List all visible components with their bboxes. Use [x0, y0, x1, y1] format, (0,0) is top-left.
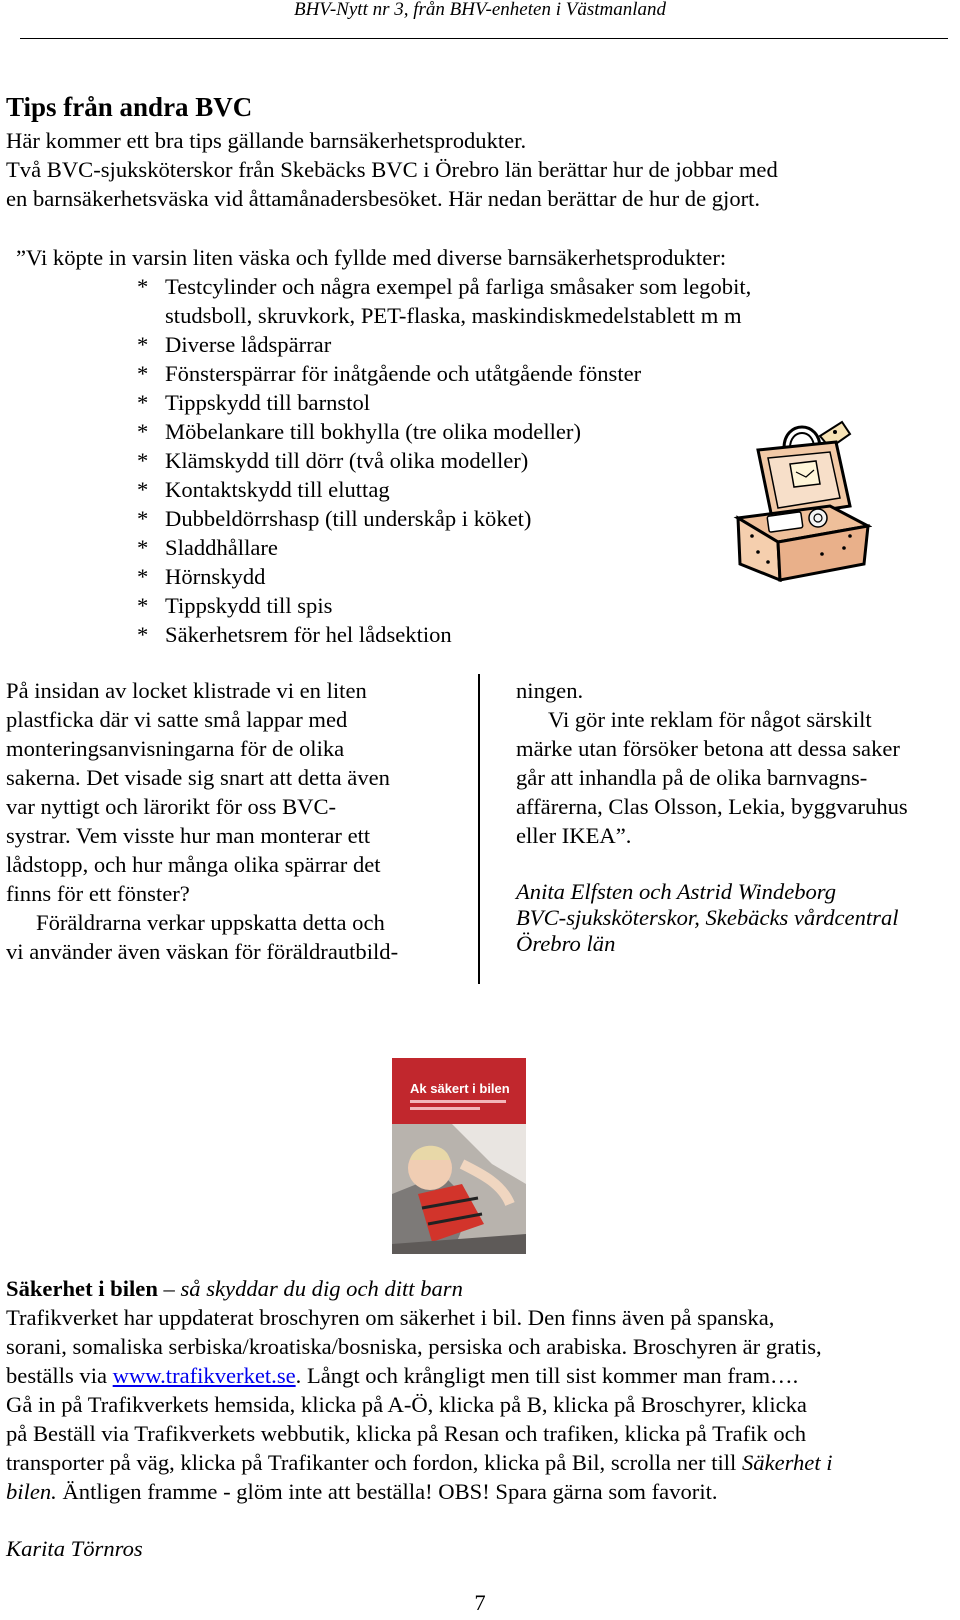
- right-column-line: går att inhandla på de olika barnvagns-: [516, 765, 868, 790]
- header-rule: [20, 38, 948, 39]
- left-column-line: Föräldrarna verkar uppskatta detta och: [36, 910, 385, 935]
- bullet-item: Tippskydd till barnstol: [165, 390, 371, 415]
- bullet-item: Testcylinder och några exempel på farliga småsaker som legobit,: [165, 274, 752, 299]
- bullet-item: Kontaktskydd till eluttag: [165, 477, 390, 502]
- section-title-tips: Tips från andra BVC: [6, 92, 253, 122]
- quote-intro-line: ”Vi köpte in varsin liten väska och fyllde med diverse barnsäkerhetsprodukter:: [16, 245, 727, 270]
- car-safety-line: på Beställ via Trafikverkets webbutik, klicka på Resan och trafiken, klicka på Trafik och: [6, 1421, 807, 1446]
- left-column-line: På insidan av locket klistrade vi en liten: [6, 678, 367, 703]
- bullet-marker: *: [137, 448, 149, 473]
- trafikverket-link[interactable]: www.trafikverket.se: [112, 1363, 296, 1388]
- car-safety-line: Gå in på Trafikverkets hemsida, klicka på A-Ö, klicka på B, klicka på Broschyrer, klicka: [6, 1392, 807, 1417]
- intro-line: Här kommer ett bra tips gällande barnsäkerhetsprodukter.: [6, 128, 527, 153]
- bullet-marker: *: [137, 274, 149, 299]
- left-column-line: finns för ett fönster?: [6, 881, 190, 906]
- car-safety-line: Trafikverket har uppdaterat broschyren om säkerhet i bil. Den finns även på spanska,: [6, 1305, 775, 1330]
- page-number: 7: [474, 1590, 486, 1615]
- left-column-line: vi använder även väskan för föräldrautbild-: [6, 939, 399, 964]
- bullet-item-continuation: studsboll, skruvkork, PET-flaska, maskindiskmedelstablett m m: [165, 303, 742, 328]
- bullet-item: Klämskydd till dörr (två olika modeller): [165, 448, 529, 473]
- bullet-marker: *: [137, 390, 149, 415]
- bullet-item: Tippskydd till spis: [165, 593, 333, 618]
- brochure-cover-subtitle-line: [410, 1107, 480, 1110]
- car-safety-line: [6, 1448, 833, 1477]
- right-column-line: märke utan försöker betona att dessa saker: [516, 736, 900, 761]
- signature-line: Anita Elfsten och Astrid Windeborg: [516, 879, 837, 904]
- car-safety-subtitle: så skyddar du dig och ditt barn: [180, 1276, 463, 1301]
- bullet-marker: *: [137, 332, 149, 357]
- bullet-item: Möbelankare till bokhylla (tre olika modeller): [165, 419, 581, 444]
- car-safety-text: transporter på väg, klicka på Trafikanter och fordon, klicka på Bil, scrolla ner till: [6, 1450, 742, 1475]
- left-column-line: plastficka där vi satte små lappar med: [6, 707, 348, 732]
- bullet-item: Dubbeldörrshasp (till underskåp i köket): [165, 506, 532, 531]
- brochure-cover-band: [392, 1058, 526, 1124]
- bullet-item: Sladdhållare: [165, 535, 278, 560]
- car-safety-text: Äntligen framme - glöm inte att beställa! OBS! Spara gärna som favorit.: [56, 1479, 718, 1504]
- intro-line: en barnsäkerhetsväska vid åttamånadersbesöket. Här nedan berättar de hur de gjort.: [6, 186, 761, 211]
- bullet-marker: *: [137, 477, 149, 502]
- car-safety-line: [6, 1477, 718, 1506]
- car-safety-emphasis: Säkerhet i: [741, 1450, 833, 1475]
- right-column-line: affärerna, Clas Olsson, Lekia, byggvaruhus: [516, 794, 908, 819]
- right-column-line: eller IKEA”.: [516, 823, 632, 848]
- brochure-cover-subtitle-line: [410, 1100, 506, 1103]
- left-column-line: lådstopp, och hur många olika spärrar det: [6, 852, 381, 877]
- left-column-line: monteringsanvisningarna för de olika: [6, 736, 345, 761]
- page-header: [0, 0, 960, 40]
- bullet-marker: *: [137, 419, 149, 444]
- bullet-marker: *: [137, 361, 149, 386]
- bullet-marker: *: [137, 593, 149, 618]
- left-column-line: sakerna. Det visade sig snart att detta även: [6, 765, 390, 790]
- bullet-marker: *: [137, 506, 149, 531]
- bullet-marker: *: [137, 535, 149, 560]
- bullet-item: Fönsterspärrar för inåtgående och utåtgående fönster: [165, 361, 642, 386]
- brochure-cover-image: [392, 1058, 526, 1254]
- safety-bag-illustration: [732, 414, 872, 582]
- car-safety-emphasis: bilen.: [6, 1479, 57, 1504]
- bullet-item: Hörnskydd: [165, 564, 266, 589]
- left-column-line: systrar. Vem visste hur man monterar ett: [6, 823, 371, 848]
- bullet-item: Säkerhetsrem för hel lådsektion: [165, 622, 452, 647]
- car-safety-heading: [6, 1274, 463, 1303]
- left-column-line: var nyttigt och lärorikt för oss BVC-: [6, 794, 337, 819]
- bullet-marker: *: [137, 564, 149, 589]
- bullet-marker: *: [137, 622, 149, 647]
- signature-line: Örebro län: [516, 931, 616, 956]
- car-safety-title: Säkerhet i bilen: [6, 1276, 158, 1301]
- brochure-cover-title: Ak säkert i bilen: [410, 1081, 510, 1096]
- header-title: BHV-Nytt nr 3, från BHV-enheten i Västmanland: [293, 0, 667, 20]
- car-safety-line: sorani, somaliska serbiska/kroatiska/bosniska, persiska och arabiska. Broschyren är gratis,: [6, 1334, 822, 1359]
- column-divider: [478, 674, 480, 984]
- car-safety-text: beställs via: [6, 1363, 113, 1388]
- bullet-item: Diverse lådspärrar: [165, 332, 332, 357]
- car-safety-line: [6, 1361, 798, 1390]
- car-safety-title-dash: –: [157, 1276, 181, 1301]
- right-column-line: Vi gör inte reklam för något särskilt: [548, 707, 872, 732]
- right-column-line: ningen.: [516, 678, 584, 703]
- intro-line: Två BVC-sjuksköterskor från Skebäcks BVC i Örebro län berättar hur de jobbar med: [6, 157, 778, 182]
- signature-line: BVC-sjuksköterskor, Skebäcks vårdcentral: [516, 905, 899, 930]
- brochure-photo: [392, 1124, 526, 1254]
- author-signature: Karita Törnros: [6, 1536, 143, 1561]
- car-safety-text: . Långt och krångligt men till sist kommer man fram….: [295, 1363, 799, 1388]
